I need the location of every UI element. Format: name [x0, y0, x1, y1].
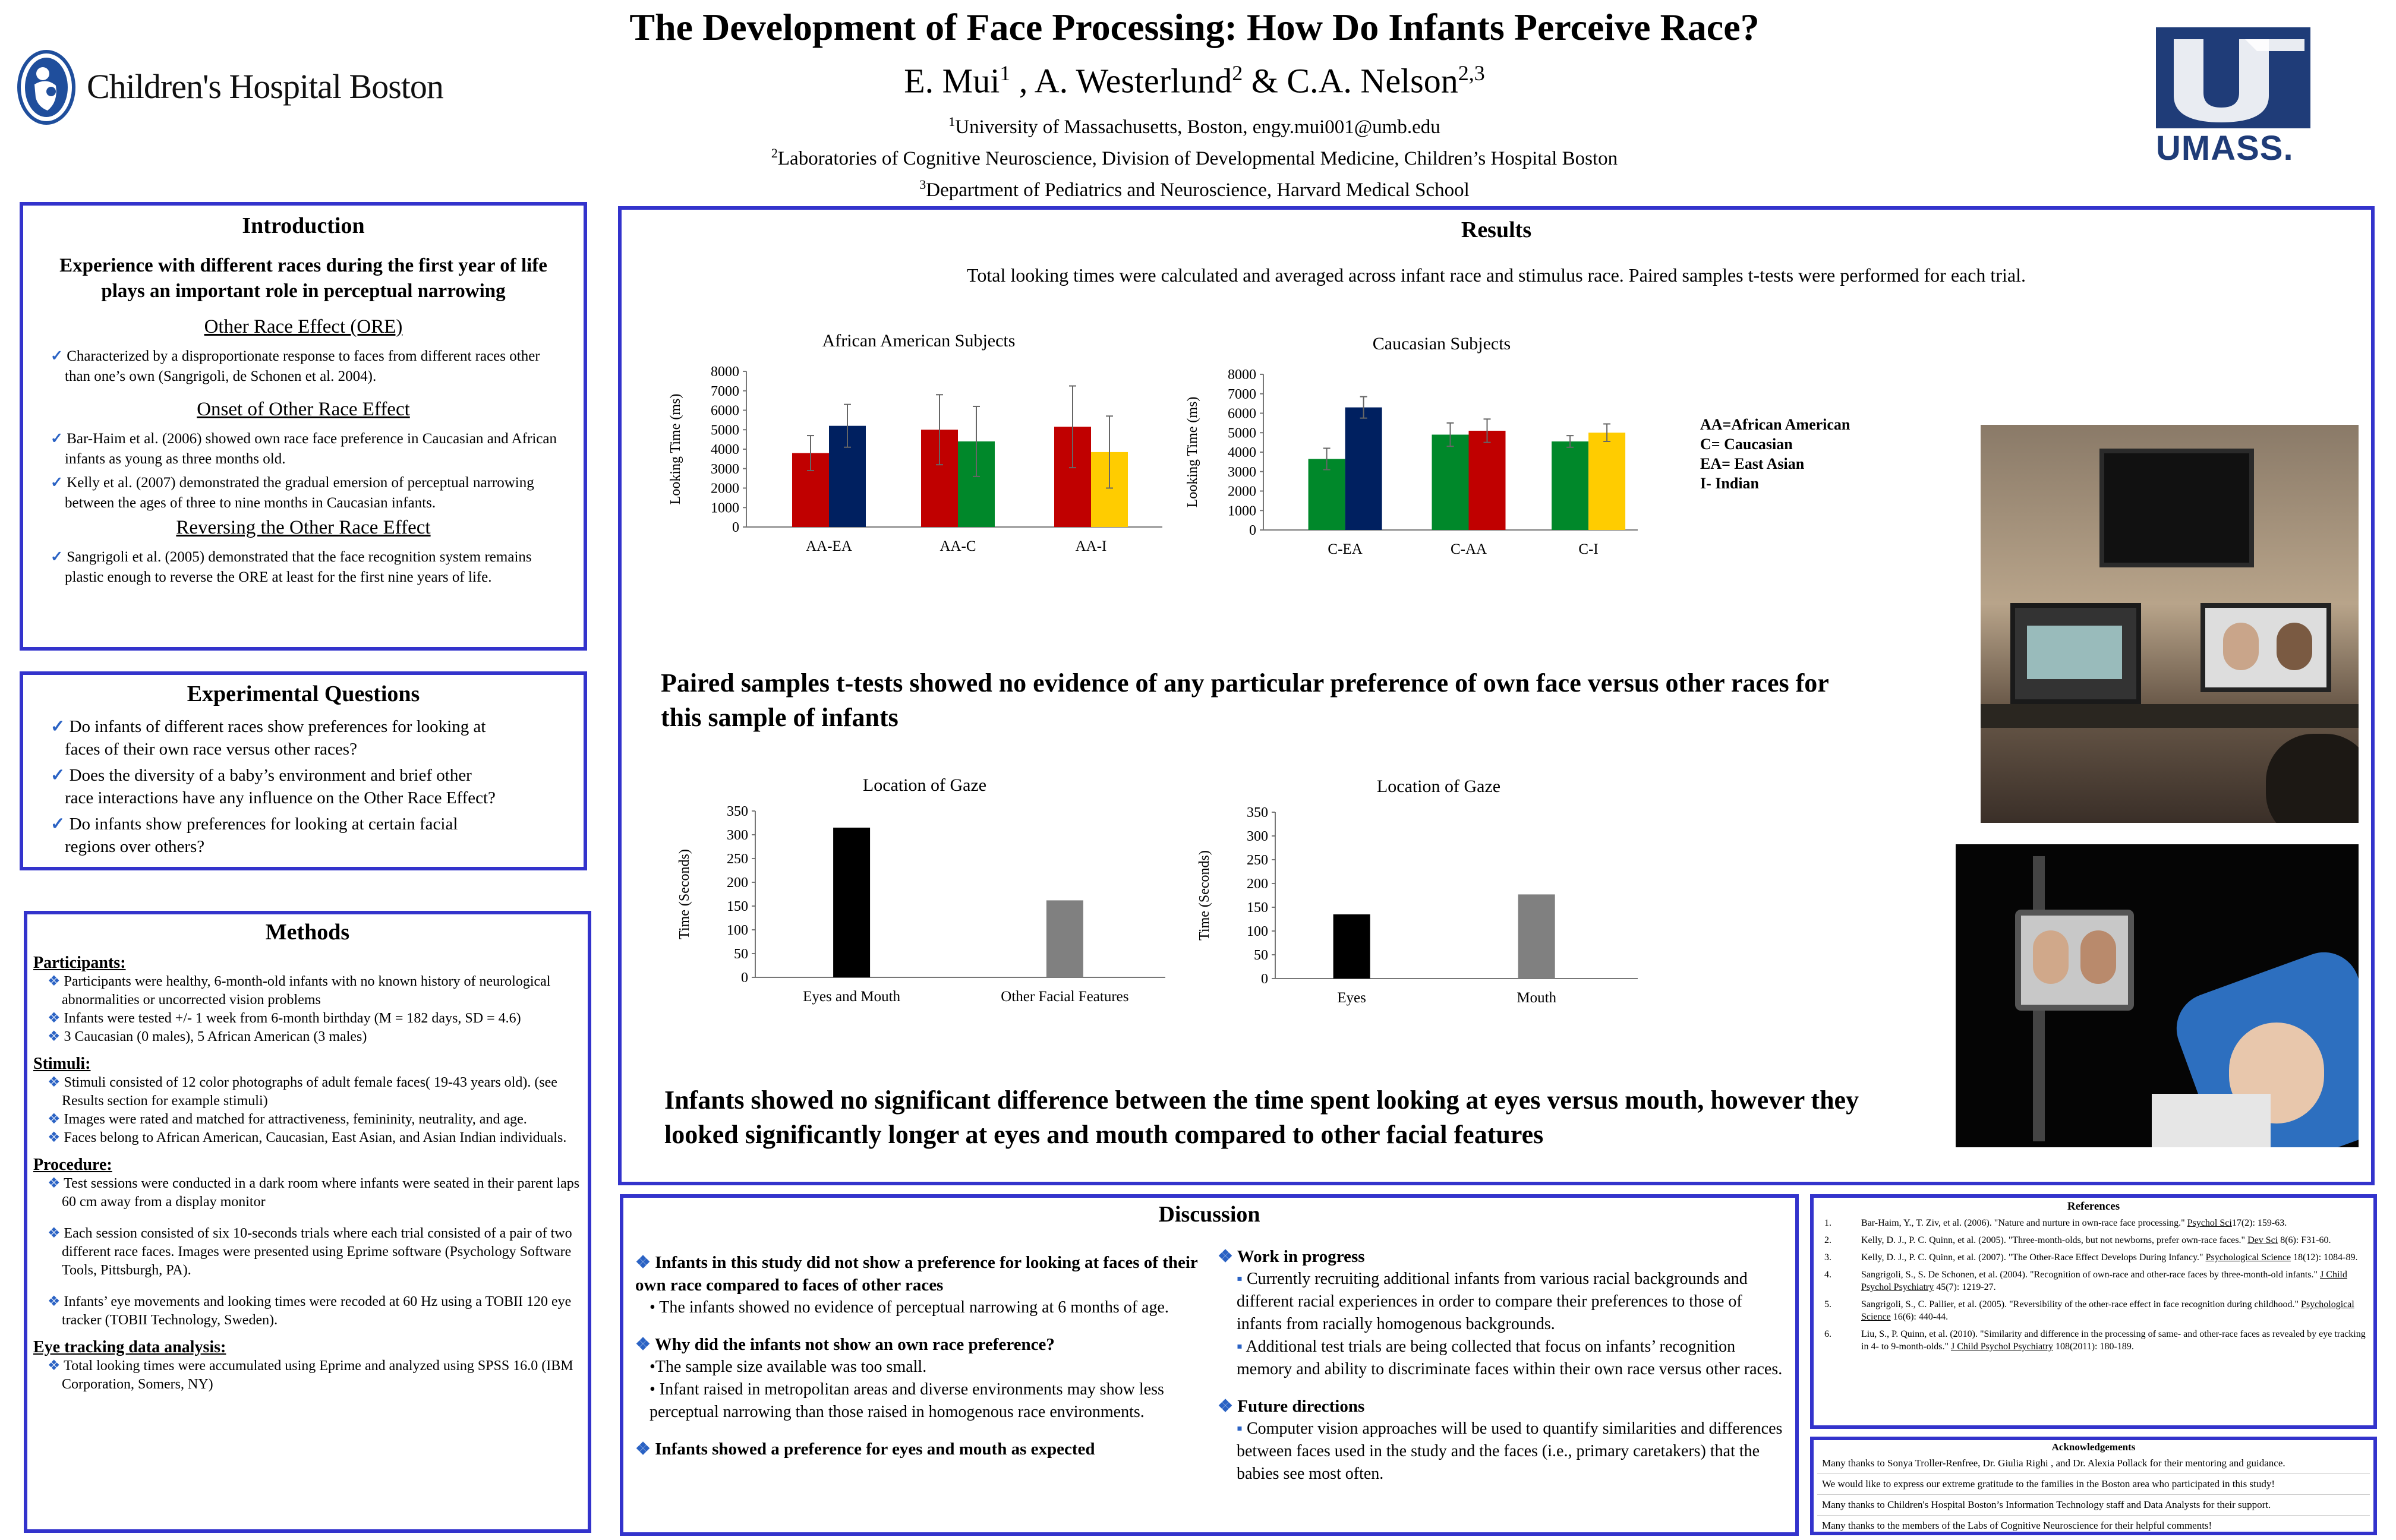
- y-tick-label: 150: [1247, 900, 1268, 916]
- methods-item: [33, 1293, 582, 1330]
- author-name: E. Mui: [904, 61, 1000, 100]
- x-category-label: AA-I: [1075, 538, 1107, 554]
- african-american-subjects-chart: [657, 329, 1192, 584]
- affiliation-line: [452, 140, 1937, 172]
- square-bullet-icon: ▪: [1237, 1337, 1246, 1356]
- check-item-text: Do infants of different races show preferences for looking at faces of their own race versus other races?: [65, 717, 486, 759]
- reference-authors-title: Kelly, D. J., P. C. Quinn, et al. (2005). "Three-month-olds, but not newborns, prefer own-race faces.": [1861, 1235, 2248, 1245]
- reference-text: [1861, 1298, 2367, 1323]
- reference-authors-title: Sangrigoli, S., C. Pallier, et al. (2005). "Reversibility of the other-race effect in face recognition during childhood.": [1861, 1299, 2302, 1309]
- acknowledgement-line: Many thanks to the members of the Labs of Cognitive Neuroscience for their helpful comments!: [1822, 1520, 2212, 1531]
- discussion-item: [635, 1378, 1206, 1424]
- reference-item: [1820, 1298, 2367, 1323]
- y-tick-label: 1000: [1228, 503, 1256, 519]
- reference-volume: 45(7): 1219-27.: [1934, 1282, 1996, 1292]
- legend-line: EA= East Asian: [1700, 455, 1805, 472]
- y-tick-label: 3000: [1228, 464, 1256, 480]
- poster-title: The Development of Face Processing: How Do Infants Perceive Race?: [629, 6, 1760, 48]
- reference-item: [1820, 1328, 2367, 1353]
- y-tick-label: 6000: [711, 403, 739, 419]
- discussion-item-text: • Infant raised in metropolitan areas and diverse environments may show less perceptual narrowing than those raised in homogenous race environments.: [650, 1380, 1164, 1421]
- check-item-text: Does the diversity of a baby’s environment and brief other race interactions have any influence on the Other Race Effect?: [65, 766, 496, 807]
- y-tick-label: 0: [732, 520, 739, 535]
- affiliation-mark: 1: [948, 114, 956, 130]
- introduction-title: Introduction: [242, 213, 365, 238]
- reference-number: 6.: [1824, 1329, 1831, 1339]
- discussion-panel: [620, 1194, 1799, 1536]
- y-axis-label: Looking Time (ms): [668, 393, 683, 505]
- discussion-item: [1218, 1336, 1788, 1381]
- diamond-bullet-icon: ❖: [48, 1176, 64, 1191]
- childrens-hospital-emblem-icon: [17, 49, 76, 126]
- y-tick-label: 50: [1254, 948, 1268, 963]
- eye-tracking-heading: Eye tracking data analysis:: [33, 1338, 226, 1356]
- y-tick-label: 200: [727, 875, 748, 891]
- x-category-label: Eyes: [1337, 990, 1366, 1006]
- y-tick-label: 100: [1247, 924, 1268, 939]
- discussion-heading: [1218, 1245, 1788, 1268]
- questions-panel: [20, 671, 587, 870]
- methods-item-text: Infants’ eye movements and looking times were recoded at 60 Hz using a TOBII 120 eye tracker (TOBII Technology, Sweden).: [62, 1294, 572, 1328]
- checkmark-icon: ✓: [51, 717, 70, 736]
- chair-tray: [2152, 1094, 2271, 1147]
- x-category-label: Eyes and Mouth: [803, 989, 901, 1005]
- acknowledgement-line: Many thanks to Children's Hospital Boston’s Information Technology staff and Data Analysts for their support.: [1817, 1495, 2370, 1516]
- reference-number: 4.: [1824, 1270, 1831, 1280]
- diamond-bullet-icon: ❖: [48, 1112, 64, 1127]
- bar-other-facial-features: [1046, 900, 1083, 977]
- y-tick-label: 2000: [711, 481, 739, 497]
- square-bullet-icon: ▪: [1237, 1270, 1247, 1288]
- methods-item-text: Stimuli consisted of 12 color photographs of adult female faces( 19-43 years old). (see Results section for example stimuli): [62, 1075, 557, 1109]
- check-item: [39, 764, 497, 809]
- checkmark-icon: ✓: [51, 348, 67, 364]
- results-title: Results: [1461, 217, 1532, 242]
- y-tick-label: 0: [1261, 971, 1268, 987]
- methods-item-text: Faces belong to African American, Caucasian, East Asian, and Asian Indian individuals.: [64, 1130, 567, 1145]
- y-tick-label: 2000: [1228, 484, 1256, 500]
- acknowledgement-line: Many thanks to Sonya Troller-Renfree, Dr. Giulia Righi , and Dr. Alexia Pollack for their mentoring and guidance.: [1817, 1453, 2370, 1474]
- bar-c-aa-1: [1469, 431, 1506, 530]
- reference-journal: Psychol Sci: [2187, 1218, 2232, 1228]
- finding-gaze: Infants showed no significant difference between the time spent looking at eyes versus mouth, however they looked significantly longer at eyes and mouth compared to other facial features: [664, 1085, 1859, 1149]
- y-tick-label: 100: [727, 923, 748, 938]
- methods-item: [33, 1028, 582, 1046]
- reference-text: [1861, 1328, 2367, 1353]
- reference-text: [1861, 1251, 2367, 1264]
- checkmark-icon: ✓: [51, 815, 70, 834]
- bar-c-i-1: [1588, 433, 1625, 530]
- tracker-monitor: [2015, 910, 2134, 1011]
- diamond-bullet-icon: ❖: [48, 1226, 64, 1241]
- onset-subtitle: Onset of Other Race Effect: [197, 399, 410, 420]
- reference-number: 5.: [1824, 1299, 1831, 1309]
- discussion-heading: [635, 1333, 1206, 1356]
- legend-line: I- Indian: [1700, 475, 1759, 492]
- umass-emblem-icon: [2156, 27, 2316, 128]
- methods-item-text: Each session consisted of six 10-seconds trials where each trial consisted of a pair of two different race faces. Images were presented using Eprime software (Psychology Software Tools, Pittsburgh, PA).: [62, 1226, 572, 1278]
- methods-item-text: 3 Caucasian (0 males), 5 African American (3 males): [64, 1029, 367, 1044]
- methods-title: Methods: [265, 920, 350, 945]
- procedure-heading: Procedure:: [33, 1156, 112, 1174]
- affiliation-text: Laboratories of Cognitive Neuroscience, Division of Developmental Medicine, Children’s Hospital Boston: [777, 148, 1618, 170]
- discussion-heading: [635, 1438, 1206, 1460]
- childrens-hospital-name: Children's Hospital Boston: [87, 67, 443, 106]
- methods-item: [33, 1357, 582, 1394]
- poster-header: [452, 4, 1937, 203]
- references-panel: [1810, 1194, 2377, 1429]
- results-panel: [618, 206, 2375, 1185]
- author-separator: ,: [1010, 61, 1035, 100]
- bar-c-i-0: [1552, 441, 1588, 530]
- discussion-item-text: • The infants showed no evidence of perceptual narrowing at 6 months of age.: [650, 1298, 1169, 1317]
- diamond-bullet-icon: ❖: [1218, 1397, 1238, 1416]
- discussion-item-text: Currently recruiting additional infants from various racial backgrounds and different racial experiences in order to compare their preferences to those of infants from racially homogenous backgrounds.: [1237, 1270, 1748, 1333]
- reference-journal: Psychological Science: [2205, 1252, 2291, 1263]
- reference-volume: 16(6): 440-44.: [1890, 1312, 1949, 1322]
- y-tick-label: 0: [741, 970, 748, 986]
- y-tick-label: 300: [1247, 829, 1268, 844]
- bar-c-aa-0: [1432, 435, 1469, 530]
- lab-setup-photo: [1981, 425, 2359, 823]
- acknowledgement-line: We would like to express our extreme gratitude to the families in the Boston area who participated in this study!: [1817, 1474, 2370, 1495]
- check-item: [39, 346, 568, 387]
- x-category-label: AA-C: [940, 538, 976, 554]
- affiliation-mark: 3: [919, 177, 926, 192]
- y-tick-label: 7000: [1228, 386, 1256, 402]
- diamond-bullet-icon: ❖: [635, 1335, 655, 1354]
- reference-volume: 8(6): F31-60.: [2278, 1235, 2331, 1245]
- stimuli-heading: Stimuli:: [33, 1055, 91, 1073]
- reference-journal: J Child Psychol Psychiatry: [1861, 1270, 2347, 1292]
- umass-logo: [2156, 27, 2316, 168]
- discussion-heading: [635, 1251, 1206, 1296]
- reference-journal: Psychological Science: [1861, 1299, 2354, 1322]
- methods-item-text: Total looking times were accumulated using Eprime and analyzed using SPSS 16.0 (IBM Corporation, Somers, NY): [62, 1358, 573, 1392]
- author-affiliation-mark: 2,3: [1458, 61, 1485, 85]
- methods-item: [33, 1129, 582, 1147]
- location-of-gaze-chart-1: [666, 773, 1201, 1040]
- methods-item: [33, 973, 582, 1009]
- y-tick-label: 1000: [711, 500, 739, 516]
- reference-text: [1861, 1234, 2367, 1246]
- y-tick-label: 6000: [1228, 406, 1256, 422]
- y-tick-label: 4000: [711, 442, 739, 457]
- diamond-bullet-icon: ❖: [48, 1029, 64, 1044]
- author-affiliation-mark: 1: [1000, 61, 1011, 85]
- author-affiliation-mark: 2: [1232, 61, 1243, 85]
- methods-item: [33, 1175, 582, 1211]
- reference-volume: 108(2011): 180-189.: [2053, 1342, 2134, 1352]
- reference-journal: Dev Sci: [2247, 1235, 2278, 1245]
- discussion-heading-text: Infants showed a preference for eyes and mouth as expected: [655, 1440, 1095, 1459]
- check-item-text: Bar-Haim et al. (2006) showed own race face preference in Caucasian and African infants as young as three months old.: [65, 431, 557, 467]
- y-axis-label: Time (Seconds): [1197, 850, 1212, 941]
- y-tick-label: 200: [1247, 876, 1268, 892]
- reference-authors-title: Bar-Haim, Y., T. Ziv, et al. (2006). "Nature and nurture in own-race face processing.": [1861, 1218, 2187, 1228]
- methods-item-text: Test sessions were conducted in a dark room where infants were seated in their parent laps 60 cm away from a display monitor: [62, 1176, 580, 1210]
- y-tick-label: 150: [727, 899, 748, 914]
- checkmark-icon: ✓: [51, 431, 67, 447]
- reference-volume: 18(12): 1084-89.: [2291, 1252, 2358, 1263]
- discussion-item: [635, 1296, 1206, 1319]
- reference-text: [1861, 1217, 2367, 1229]
- chart-title: Location of Gaze: [862, 775, 987, 795]
- reference-item: [1820, 1268, 2367, 1293]
- reference-item: [1820, 1234, 2367, 1246]
- square-bullet-icon: ▪: [1237, 1419, 1247, 1438]
- desk: [1981, 704, 2359, 728]
- reference-number: 2.: [1824, 1235, 1831, 1245]
- discussion-item: [1218, 1418, 1788, 1485]
- large-monitor: [2099, 449, 2254, 567]
- y-tick-label: 7000: [711, 383, 739, 399]
- checkmark-icon: ✓: [51, 766, 70, 785]
- reference-authors-title: Sangrigoli, S., S. De Schonen, et al. (2004). "Recognition of own-race and other-race faces by three-month-old infants.": [1861, 1270, 2321, 1280]
- affiliation-text: Department of Pediatrics and Neuroscience, Harvard Medical School: [926, 179, 1470, 201]
- check-item: [39, 813, 497, 858]
- reference-number: 3.: [1824, 1252, 1831, 1263]
- affiliation-mark: 2: [771, 146, 778, 161]
- methods-item: [33, 1074, 582, 1110]
- umass-wordmark: UMASS.: [2156, 129, 2294, 168]
- methods-item: [33, 1009, 582, 1028]
- y-axis-label: Looking Time (ms): [1185, 396, 1200, 508]
- diamond-bullet-icon: ❖: [635, 1440, 655, 1459]
- infant-eye-tracker-photo: [1956, 844, 2359, 1147]
- reference-number: 1.: [1824, 1218, 1831, 1228]
- bar-mouth: [1518, 894, 1555, 979]
- check-item-text: Kelly et al. (2007) demonstrated the gradual emersion of perceptual narrowing between the ages of three to nine months in Caucasian infants.: [65, 475, 534, 511]
- y-tick-label: 250: [727, 851, 748, 867]
- check-item: [39, 473, 568, 513]
- reference-authors-title: Liu, S., P. Quinn, et al. (2010). "Similarity and difference in the processing of same- and other-race faces as revealed by eye tracking in 4- to 9-month-olds.": [1861, 1329, 2366, 1352]
- y-tick-label: 50: [734, 946, 748, 962]
- check-item: [39, 429, 568, 469]
- discussion-item: [635, 1356, 1206, 1378]
- ore-subtitle: Other Race Effect (ORE): [204, 316, 403, 337]
- y-tick-label: 250: [1247, 853, 1268, 868]
- bar-eyes-and-mouth: [833, 828, 870, 977]
- author-line: [452, 51, 1937, 103]
- participants-heading: Participants:: [33, 954, 126, 972]
- reference-item: [1820, 1217, 2367, 1229]
- check-item: [39, 715, 497, 760]
- person-silhouette: [2266, 734, 2359, 823]
- discussion-item-text: •The sample size available was too small.: [650, 1358, 927, 1376]
- discussion-right-column: [1218, 1245, 1788, 1485]
- check-item-text: Do infants show preferences for looking at certain facial regions over others?: [65, 815, 458, 856]
- y-tick-label: 300: [727, 828, 748, 843]
- bar-c-ea-1: [1345, 408, 1382, 530]
- affiliation-line: [452, 109, 1937, 140]
- methods-item-text: Participants were healthy, 6-month-old infants with no known history of neurological abnormalities or uncorrected vision problems: [62, 974, 551, 1008]
- methods-item: [33, 1110, 582, 1129]
- x-category-label: Mouth: [1517, 990, 1557, 1006]
- author-name: A. Westerlund: [1034, 61, 1232, 100]
- x-category-label: C-EA: [1328, 541, 1363, 557]
- left-monitor: [2010, 603, 2141, 704]
- y-axis-label: Time (Seconds): [677, 849, 692, 939]
- methods-item-text: Infants were tested +/- 1 week from 6-month birthday (M = 182 days, SD = 4.6): [64, 1011, 521, 1026]
- y-tick-label: 8000: [711, 364, 739, 380]
- diamond-bullet-icon: ❖: [635, 1253, 655, 1272]
- methods-item-text: Images were rated and matched for attractiveness, femininity, neutrality, and age.: [64, 1112, 527, 1127]
- finding-race-preference: Paired samples t-tests showed no evidence of any particular preference of own face versus other races for this sample of infants: [661, 668, 1829, 732]
- race-abbreviation-legend: [1700, 415, 1850, 493]
- diamond-bullet-icon: ❖: [48, 1130, 64, 1145]
- reference-text: [1861, 1268, 2367, 1293]
- check-item: [39, 547, 568, 588]
- checkmark-icon: ✓: [51, 475, 67, 491]
- affiliation-line: [452, 172, 1937, 203]
- results-intro: Total looking times were calculated and averaged across infant race and stimulus race. Paired samples t-tests were performed for each trial.: [967, 264, 2026, 286]
- y-tick-label: 5000: [1228, 425, 1256, 441]
- discussion-heading-text: Work in progress: [1237, 1247, 1365, 1266]
- discussion-heading-text: Infants in this study did not show a preference for looking at faces of their own race compared to faces of other races: [635, 1253, 1198, 1295]
- y-tick-label: 8000: [1228, 367, 1256, 383]
- x-category-label: AA-EA: [806, 538, 852, 554]
- legend-line: AA=African American: [1700, 416, 1850, 433]
- y-tick-label: 3000: [711, 461, 739, 477]
- reference-volume: 17(2): 159-63.: [2231, 1218, 2287, 1228]
- check-item-text: Characterized by a disproportionate response to faces from different races other than one’s own (Sangrigoli, de Schonen et al. 2004).: [65, 348, 540, 384]
- y-tick-label: 5000: [711, 422, 739, 438]
- acknowledgements-title: Acknowledgements: [2051, 1441, 2136, 1453]
- diamond-bullet-icon: ❖: [48, 1011, 64, 1026]
- affiliations: [452, 109, 1937, 203]
- discussion-heading-text: Why did the infants not show an own race preference?: [654, 1335, 1055, 1354]
- y-tick-label: 0: [1249, 523, 1256, 538]
- y-tick-label: 350: [727, 804, 748, 819]
- reference-authors-title: Kelly, D. J., P. C. Quinn, et al. (2007). "The Other-Race Effect Develops During Infancy.": [1861, 1252, 2206, 1263]
- y-tick-label: 350: [1247, 805, 1268, 821]
- methods-item: [33, 1225, 582, 1280]
- discussion-title: Discussion: [1158, 1202, 1260, 1227]
- introduction-lead: Experience with different races during the first year of life plays an important role in perceptual narrowing: [59, 255, 547, 302]
- right-monitor: [2200, 603, 2331, 692]
- reference-journal: J Child Psychol Psychiatry: [1950, 1342, 2053, 1352]
- chart-title: Location of Gaze: [1376, 777, 1501, 796]
- chart-title: Caucasian Subjects: [1372, 334, 1511, 354]
- y-tick-label: 4000: [1228, 445, 1256, 460]
- affiliation-text: University of Massachusetts, Boston, engy.mui001@umb.edu: [955, 116, 1440, 138]
- legend-line: C= Caucasian: [1700, 436, 1793, 453]
- discussion-item-text: Additional test trials are being collected that focus on infants’ recognition memory and ability to discriminate faces within their own race versus other races.: [1237, 1337, 1783, 1378]
- discussion-heading: [1218, 1395, 1788, 1418]
- methods-panel: [24, 911, 591, 1533]
- acknowledgements-panel: [1810, 1437, 2377, 1535]
- reference-item: [1820, 1251, 2367, 1264]
- caucasian-subjects-chart: [1174, 332, 1673, 587]
- discussion-item-text: Computer vision approaches will be used to quantify similarities and differences between faces used in the study and the faces (i.e., primary caretakers) that the babies see most often.: [1237, 1419, 1783, 1483]
- diamond-bullet-icon: ❖: [48, 974, 64, 989]
- questions-title: Experimental Questions: [187, 681, 420, 706]
- x-category-label: C-I: [1578, 541, 1599, 557]
- discussion-left-column: [635, 1251, 1206, 1460]
- author-name: C.A. Nelson: [1287, 61, 1458, 100]
- diamond-bullet-icon: ❖: [1218, 1247, 1237, 1266]
- references-title: References: [2067, 1200, 2120, 1213]
- bar-eyes: [1333, 914, 1370, 979]
- diamond-bullet-icon: ❖: [48, 1294, 64, 1309]
- checkmark-icon: ✓: [51, 549, 67, 565]
- discussion-heading-text: Future directions: [1237, 1397, 1365, 1416]
- reversing-subtitle: Reversing the Other Race Effect: [176, 517, 431, 538]
- diamond-bullet-icon: ❖: [48, 1075, 64, 1090]
- introduction-panel: [20, 202, 587, 651]
- x-category-label: Other Facial Features: [1001, 989, 1129, 1005]
- discussion-item: [1218, 1268, 1788, 1336]
- location-of-gaze-chart-2: [1186, 774, 1673, 1042]
- author-separator: &: [1243, 61, 1287, 100]
- diamond-bullet-icon: ❖: [48, 1358, 64, 1374]
- chart-title: African American Subjects: [822, 331, 1016, 351]
- x-category-label: C-AA: [1450, 541, 1487, 557]
- childrens-hospital-logo: [17, 49, 443, 126]
- check-item-text: Sangrigoli et al. (2005) demonstrated that the face recognition system remains plastic enough to reverse the ORE at least for the first nine years of life.: [65, 549, 532, 585]
